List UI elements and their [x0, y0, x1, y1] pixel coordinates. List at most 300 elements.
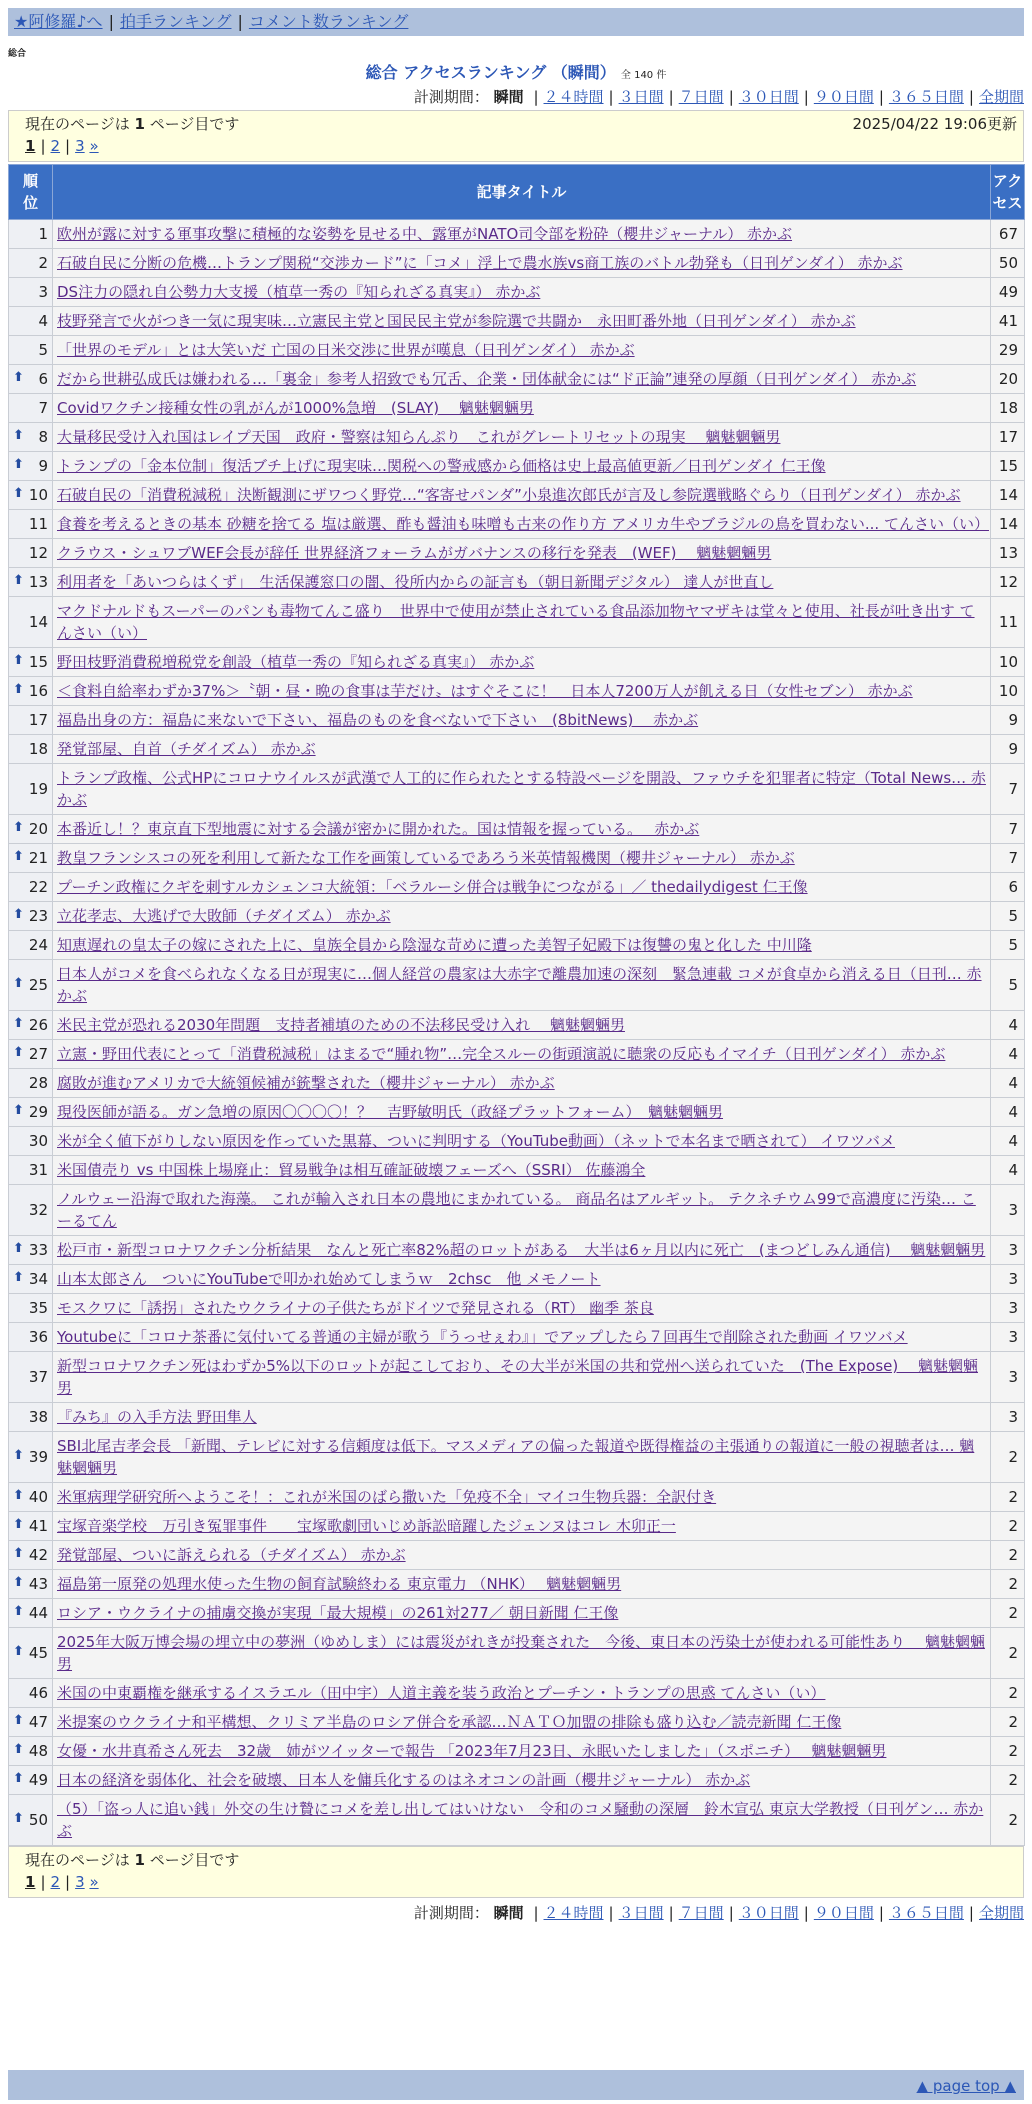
rank-cell: [9, 568, 53, 597]
table-row: [9, 1570, 1025, 1599]
article-title-link[interactable]: 発覚部屋、自首（チダイズム） 赤かぶ: [57, 740, 316, 758]
access-count: 2: [991, 1679, 1025, 1708]
period-link[interactable]: 全期間: [978, 88, 1024, 106]
article-title-link[interactable]: 『みち』の入手方法 野田隼人: [57, 1408, 257, 1426]
title-cell: [53, 1432, 991, 1483]
article-title-link[interactable]: Youtubeに「コロナ茶番に気付いてる普通の主婦が歌う『うっせぇわ』」でアップしたら７回再生で削除された動画 イワツバメ: [57, 1328, 908, 1346]
rank-cell: [9, 1628, 53, 1679]
page-number-link[interactable]: 3: [75, 1873, 85, 1891]
access-count: 67: [991, 220, 1025, 249]
article-title-link[interactable]: 立憲・野田代表にとって「消費税減税」はまるで“腫れ物”…完全スルーの街頭演説に聴衆の反応もイマイチ（日刊ゲンダイ） 赤かぶ: [57, 1045, 946, 1063]
article-title-link[interactable]: ロシア・ウクライナの捕虜交換が実現「最大規模」の261対277／ 朝日新聞 仁王像: [57, 1604, 619, 1622]
period-separator: |: [728, 1904, 734, 1922]
rank-number: 23: [28, 907, 48, 925]
title-cell: [53, 1795, 991, 1846]
table-row: [9, 706, 1025, 735]
access-count: 7: [991, 764, 1025, 815]
header-rank: [9, 165, 53, 220]
access-count: 3: [991, 1236, 1025, 1265]
rank-up-arrow-icon: ⬆: [13, 485, 24, 501]
period-separator: |: [728, 88, 734, 106]
period-separator: |: [803, 1904, 809, 1922]
rank-number: 17: [28, 711, 48, 729]
period-link[interactable]: 全期間: [978, 1904, 1024, 1922]
access-count: 5: [991, 960, 1025, 1011]
title-cell: [53, 931, 991, 960]
rank-cell: [9, 1483, 53, 1512]
page-separator: |: [40, 1873, 46, 1891]
period-links: [528, 88, 1024, 106]
table-row: [9, 394, 1025, 423]
period-separator: |: [803, 88, 809, 106]
rank-cell: [9, 1795, 53, 1846]
period-link[interactable]: ７日間: [678, 88, 724, 106]
access-count: 9: [991, 735, 1025, 764]
rank-cell: [9, 677, 53, 706]
title-cell: [53, 902, 991, 931]
article-title-link[interactable]: Covidワクチン接種女性の乳がんが1000%急増 (SLAY) 魑魅魍魎男: [57, 399, 534, 417]
page-top-link[interactable]: ▲ page top ▲: [916, 2077, 1016, 2095]
rank-cell: [9, 452, 53, 481]
access-count: 2: [991, 1766, 1025, 1795]
footer-bar: [8, 2070, 1024, 2100]
page-number-link[interactable]: 2: [50, 1873, 61, 1891]
article-title-link[interactable]: 福島出身の方：福島に来ないで下さい、福島のものを食べないで下さい (8bitNews) 赤かぶ: [57, 711, 699, 729]
table-row: [9, 1403, 1025, 1432]
rank-up-arrow-icon: ⬆: [13, 906, 24, 922]
period-selector-bottom: [414, 1902, 1024, 1923]
table-row: [9, 648, 1025, 677]
article-title-link[interactable]: 大量移民受け入れ国はレイプ天国 政府・警察は知らんぷり これがグレートリセットの現実 魑魅魍魎男: [57, 428, 781, 446]
pagination: [25, 1871, 1007, 1893]
rank-number: 26: [28, 1016, 48, 1034]
period-separator: |: [608, 88, 614, 106]
access-count: 2: [991, 1628, 1025, 1679]
period-label: 計測期間：: [413, 88, 489, 106]
access-count: 2: [991, 1483, 1025, 1512]
article-title-link[interactable]: 石破自民に分断の危機…トランプ関税“交渉カード”に「コメ」浮上で農水族vs商工族のバトル勃発も（日刊ゲンダイ） 赤かぶ: [57, 254, 903, 272]
rank-cell: [9, 597, 53, 648]
period-separator: |: [968, 88, 974, 106]
title-cell: [53, 452, 991, 481]
title-cell: [53, 1737, 991, 1766]
access-count: 2: [991, 1570, 1025, 1599]
table-row: [9, 1069, 1025, 1098]
header-title: 記事タイトル: [53, 165, 991, 220]
rank-cell: [9, 1541, 53, 1570]
table-row: [9, 960, 1025, 1011]
rank-cell: [9, 1570, 53, 1599]
rank-cell: [9, 1294, 53, 1323]
rank-number: 49: [28, 1771, 48, 1789]
rank-up-arrow-icon: ⬆: [13, 1487, 24, 1503]
rank-cell: [9, 1265, 53, 1294]
period-link[interactable]: ３６５日間: [888, 1904, 964, 1922]
access-count: 7: [991, 815, 1025, 844]
rank-up-arrow-icon: ⬆: [13, 1603, 24, 1619]
rank-up-arrow-icon: ⬆: [13, 427, 24, 443]
article-title-link[interactable]: （5）「盗っ人に追い銭」外交の生け贄にコメを差し出してはいけない 令和のコメ騒動の深層 鈴木宣弘 東京大学教授（日刊ゲン… 赤かぶ: [57, 1800, 984, 1840]
article-title-link[interactable]: 欧州が露に対する軍事攻撃に積極的な姿勢を見せる中、露軍がNATO司令部を粉砕（櫻井ジャーナル） 赤かぶ: [57, 225, 793, 243]
rank-cell: [9, 1040, 53, 1069]
next-page-link[interactable]: »: [89, 137, 99, 155]
article-title-link[interactable]: 日本の経済を弱体化、社会を破壊、日本人を傭兵化するのはネオコンの計画（櫻井ジャーナル） 赤かぶ: [57, 1771, 751, 1789]
article-title-link[interactable]: 2025年大阪万博会場の埋立中の夢洲（ゆめしま）には震災がれきが投棄された 今後、東日本の汚染土が使われる可能性あり 魑魅魍魎男: [57, 1633, 985, 1673]
comment-ranking-link[interactable]: コメント数ランキング: [248, 12, 409, 31]
rank-cell: [9, 764, 53, 815]
table-row: [9, 1432, 1025, 1483]
access-count: 14: [991, 510, 1025, 539]
table-row: [9, 1708, 1025, 1737]
article-title-link[interactable]: 食養を考えるときの基本 砂糖を捨てる 塩は厳選、酢も醤油も味噌も古来の作り方 アメリカ牛やブラジルの鳥を買わない... てんさい（い）: [57, 515, 989, 533]
title-cell: [53, 873, 991, 902]
access-count: 3: [991, 1185, 1025, 1236]
table-row: [9, 481, 1025, 510]
page-separator: |: [65, 137, 71, 155]
article-title-link[interactable]: 山本太郎さん ついにYouTubeで叩かれ始めてしまうｗ 2chsc 他 メモノート: [57, 1270, 601, 1288]
applause-ranking-link[interactable]: 拍手ランキング: [119, 12, 232, 31]
title-cell: [53, 764, 991, 815]
article-title-link[interactable]: 知恵遅れの皇太子の嫁にされた上に、皇族全員から陰湿な苛めに遭った美智子妃殿下は復讐の鬼と化した 中川隆: [57, 936, 812, 954]
period-label: 計測期間：: [413, 1904, 489, 1922]
paging-box-top: [8, 110, 1024, 162]
title-cell: [53, 1098, 991, 1127]
title-cell: [53, 1628, 991, 1679]
rank-number: 36: [28, 1328, 48, 1346]
table-row: [9, 1679, 1025, 1708]
period-current: 瞬間: [493, 1904, 524, 1922]
article-title-link[interactable]: プーチン政権にクギを刺すルカシェンコ大統領：「ベラルーシ併合は戦争につながる」／ thedailydigest 仁王像: [57, 878, 808, 896]
rank-up-arrow-icon: ⬆: [13, 1741, 24, 1757]
table-row: [9, 1737, 1025, 1766]
period-link[interactable]: ３０日間: [738, 1904, 799, 1922]
rank-number: 12: [28, 544, 48, 562]
rank-up-arrow-icon: ⬆: [13, 1712, 24, 1728]
rank-number: 46: [28, 1684, 48, 1702]
rank-number: 30: [28, 1132, 48, 1150]
title-cell: [53, 1403, 991, 1432]
article-title-link[interactable]: 米が全く値下がりしない原因を作っていた黒幕、ついに判明する（YouTube動画）（ネットで本名まで晒されて） イワツバメ: [57, 1132, 895, 1150]
rank-up-arrow-icon: ⬆: [13, 1574, 24, 1590]
period-link[interactable]: ９０日間: [813, 88, 874, 106]
title-cell: [53, 1265, 991, 1294]
period-selector-top: [414, 86, 1024, 107]
total-count: 全 140 件: [620, 70, 667, 81]
rank-number: 1: [38, 225, 48, 243]
rank-cell: [9, 648, 53, 677]
access-count: 7: [991, 844, 1025, 873]
article-title-link[interactable]: 現役医師が語る。ガン急増の原因〇〇〇〇！？ 吉野敏明氏（政経プラットフォーム） 魑魅魍魎男: [57, 1103, 724, 1121]
article-title-link[interactable]: 立花孝志、大逃げで大敗師（チダイズム） 赤かぶ: [57, 907, 391, 925]
table-row: [9, 764, 1025, 815]
period-link[interactable]: ２４時間: [543, 1904, 604, 1922]
period-link[interactable]: ３日間: [618, 1904, 664, 1922]
access-count: 4: [991, 1156, 1025, 1185]
updated-timestamp: 2025/04/22 19:06更新: [852, 115, 1017, 133]
current-page-text: 現在のページは 1 ページ目です: [25, 1851, 240, 1869]
table-row: [9, 597, 1025, 648]
article-title-link[interactable]: 米提案のウクライナ和平構想、クリミア半島のロシア併合を承認…ＮＡＴＯ加盟の排除も盛り込む／読売新聞 仁王像: [57, 1713, 842, 1731]
rank-number: 47: [28, 1713, 48, 1731]
access-count: 9: [991, 706, 1025, 735]
table-row: [9, 539, 1025, 568]
rank-number: 11: [28, 515, 48, 533]
rank-up-arrow-icon: ⬆: [13, 1015, 24, 1031]
access-count: 4: [991, 1011, 1025, 1040]
article-title-link[interactable]: 米国債売り vs 中国株上場廃止：貿易戦争は相互確証破壊フェーズへ（SSRI） 佐藤鴻全: [57, 1161, 646, 1179]
table-row: [9, 1599, 1025, 1628]
period-link[interactable]: ３６５日間: [888, 88, 964, 106]
rank-cell: [9, 706, 53, 735]
table-row: [9, 220, 1025, 249]
title-cell: [53, 1679, 991, 1708]
rank-up-arrow-icon: ⬆: [13, 1545, 24, 1561]
title-cell: [53, 1294, 991, 1323]
page-number-current: 1: [25, 137, 36, 155]
rank-number: 28: [28, 1074, 48, 1092]
table-row: [9, 1323, 1025, 1352]
access-count: 5: [991, 931, 1025, 960]
article-title-link[interactable]: ＜食料自給率わずか37%＞〝朝・昼・晩の食事は芋だけ〟はすぐそこに！ 日本人7200万人が飢える日（女性セブン） 赤かぶ: [57, 682, 913, 700]
table-row: [9, 568, 1025, 597]
rank-up-arrow-icon: ⬆: [13, 681, 24, 697]
access-count: 2: [991, 1512, 1025, 1541]
rank-cell: [9, 481, 53, 510]
rank-number: 5: [38, 341, 48, 359]
period-link[interactable]: ３０日間: [738, 88, 799, 106]
article-title-link[interactable]: クラウス・シュワブWEF会長が辞任 世界経済フォーラムがガバナンスの移行を発表 (WEF) 魑魅魍魎男: [57, 544, 772, 562]
page-number-link[interactable]: 2: [50, 137, 61, 155]
access-count: 2: [991, 1541, 1025, 1570]
access-count: 11: [991, 597, 1025, 648]
table-row: [9, 1541, 1025, 1570]
title-cell: [53, 960, 991, 1011]
current-page-text: 現在のページは 1 ページ目です: [25, 115, 240, 133]
title-cell: [53, 539, 991, 568]
rank-cell: [9, 1127, 53, 1156]
rank-up-arrow-icon: ⬆: [13, 1810, 24, 1826]
period-separator: |: [878, 1904, 884, 1922]
rank-number: 44: [28, 1604, 48, 1622]
article-title-link[interactable]: 米軍病理学研究所へようこそ！：これが米国のばら撒いた「免疫不全」マイコ生物兵器：全訳付き: [57, 1488, 717, 1506]
rank-up-arrow-icon: ⬆: [13, 456, 24, 472]
table-row: [9, 735, 1025, 764]
article-title-link[interactable]: 腐敗が進むアメリカで大統領候補が銃撃された（櫻井ジャーナル） 赤かぶ: [57, 1074, 555, 1092]
access-count: 17: [991, 423, 1025, 452]
rank-cell: [9, 249, 53, 278]
rank-cell: [9, 1352, 53, 1403]
title-cell: [53, 1599, 991, 1628]
article-title-link[interactable]: 松戸市・新型コロナワクチン分析結果 なんと死亡率82%超のロットがある 大半は6ヶ月以内に死亡 (まつどしみん通信) 魑魅魍魎男: [57, 1241, 986, 1259]
rank-number: 39: [28, 1448, 48, 1466]
title-cell: [53, 510, 991, 539]
rank-number: 32: [28, 1201, 48, 1219]
article-title-link[interactable]: 教皇フランシスコの死を利用して新たな工作を画策しているであろう米英情報機関（櫻井ジャーナル） 赤かぶ: [57, 849, 795, 867]
period-separator: |: [608, 1904, 614, 1922]
small-title: 総合: [8, 49, 27, 59]
table-row: [9, 365, 1025, 394]
rank-cell: [9, 423, 53, 452]
article-title-link[interactable]: 日本人がコメを食べられなくなる日が現実に…個人経営の農家は大赤字で離農加速の深刻 緊急連載 コメが食卓から消える日（日刊… 赤かぶ: [57, 965, 982, 1005]
access-count: 15: [991, 452, 1025, 481]
table-row: [9, 931, 1025, 960]
title-cell: [53, 1323, 991, 1352]
rank-cell: [9, 336, 53, 365]
article-title-link[interactable]: 福島第一原発の処理水使った生物の飼育試験終わる 東京電力 （NHK） 魑魅魍魎男: [57, 1575, 622, 1593]
period-link[interactable]: ９０日間: [813, 1904, 874, 1922]
access-count: 2: [991, 1708, 1025, 1737]
rank-up-arrow-icon: ⬆: [13, 1044, 24, 1060]
rank-number: 19: [28, 780, 48, 798]
rank-number: 22: [28, 878, 48, 896]
rank-cell: [9, 394, 53, 423]
rank-number: 45: [28, 1644, 48, 1662]
rank-cell: [9, 1185, 53, 1236]
access-count: 4: [991, 1127, 1025, 1156]
header-access-text: アクセス: [992, 172, 1023, 212]
article-title-link[interactable]: 利用者を「あいつらはくず」 生活保護窓口の闇、役所内からの証言も（朝日新聞デジタル） 達人が世直し: [57, 573, 774, 591]
rank-cell: [9, 873, 53, 902]
access-count: 2: [991, 1599, 1025, 1628]
article-title-link[interactable]: 女優・水井真希さん死去 32歳 姉がツイッターで報告 「2023年7月23日、永眠いたしました」（スポニチ） 魑魅魍魎男: [57, 1742, 887, 1760]
rank-number: 2: [38, 254, 48, 272]
rank-up-arrow-icon: ⬆: [13, 1102, 24, 1118]
rank-number: 13: [28, 573, 48, 591]
page-number-link[interactable]: 3: [75, 137, 85, 155]
table-row: [9, 336, 1025, 365]
rank-up-arrow-icon: ⬆: [13, 1240, 24, 1256]
access-count: 3: [991, 1265, 1025, 1294]
table-row: [9, 1185, 1025, 1236]
access-count: 10: [991, 648, 1025, 677]
article-title-link[interactable]: DS注力の隠れ自公勢力大支援（植草一秀の『知られざる真実』） 赤かぶ: [57, 283, 541, 301]
article-title-link[interactable]: 米国の中東覇権を継承するイスラエル（田中宇）人道主義を装う政治とプーチン・トランプの思惑 てんさい（い）: [57, 1684, 826, 1702]
rank-cell: [9, 539, 53, 568]
period-link[interactable]: ２４時間: [543, 88, 604, 106]
rank-cell: [9, 1403, 53, 1432]
table-row: [9, 1795, 1025, 1846]
rank-cell: [9, 1599, 53, 1628]
rank-number: 15: [28, 653, 48, 671]
article-title-link[interactable]: 「世界のモデル」とは大笑いだ 亡国の日米交渉に世界が嘆息（日刊ゲンダイ） 赤かぶ: [57, 341, 635, 359]
access-count: 3: [991, 1323, 1025, 1352]
title-cell: [53, 844, 991, 873]
access-count: 12: [991, 568, 1025, 597]
article-title-link[interactable]: 本番近し！？東京直下型地震に対する会議が密かに開かれた。国は情報を握っている。 赤かぶ: [57, 820, 700, 838]
rank-number: 6: [38, 370, 48, 388]
period-links: [528, 1904, 1024, 1922]
rank-up-arrow-icon: ⬆: [13, 1447, 24, 1463]
period-separator: |: [878, 88, 884, 106]
article-title-link[interactable]: だから世耕弘成氏は嫌われる…「裏金」参考人招致でも冗舌、企業・団体献金には“ド正論”連発の厚顔（日刊ゲンダイ） 赤かぶ: [57, 370, 917, 388]
table-row: [9, 423, 1025, 452]
rank-number: 14: [28, 613, 48, 631]
access-count: 14: [991, 481, 1025, 510]
title-cell: [53, 365, 991, 394]
title-cell: [53, 706, 991, 735]
title-cell: [53, 1512, 991, 1541]
table-row: [9, 1265, 1025, 1294]
article-title-link[interactable]: トランプ政権、公式HPにコロナウイルスが武漢で人工的に作られたとする特設ページを開設、ファウチを犯罪者に特定（Total News… 赤かぶ: [57, 769, 986, 809]
title-cell: [53, 481, 991, 510]
rank-cell: [9, 844, 53, 873]
article-title-link[interactable]: モスクワに「誘拐」されたウクライナの子供たちがドイツで発見される（RT） 幽季 茶良: [57, 1299, 654, 1317]
table-row: [9, 1098, 1025, 1127]
table-row: [9, 510, 1025, 539]
title-cell: [53, 249, 991, 278]
title-cell: [53, 423, 991, 452]
rank-number: 18: [28, 740, 48, 758]
access-count: 3: [991, 1352, 1025, 1403]
rank-cell: [9, 1069, 53, 1098]
nav-separator: |: [108, 12, 114, 31]
rank-up-arrow-icon: ⬆: [13, 572, 24, 588]
article-title-link[interactable]: 枝野発言で火がつき一気に現実味…立憲民主党と国民民主党が参院選で共闘か 永田町番外地（日刊ゲンダイ） 赤かぶ: [57, 312, 856, 330]
period-link[interactable]: ７日間: [678, 1904, 724, 1922]
rank-number: 33: [28, 1241, 48, 1259]
access-count: 2: [991, 1737, 1025, 1766]
article-title-link[interactable]: 発覚部屋、ついに訴えられる（チダイズム） 赤かぶ: [57, 1546, 406, 1564]
title-cell: [53, 1352, 991, 1403]
table-row: [9, 1011, 1025, 1040]
rank-number: 4: [38, 312, 48, 330]
table-row: [9, 249, 1025, 278]
rank-number: 43: [28, 1575, 48, 1593]
rank-number: 16: [28, 682, 48, 700]
article-title-link[interactable]: トランプの「金本位制」復活ブチ上げに現実味…関税への警戒感から価格は史上最高値更新／日刊ゲンダイ 仁王像: [57, 457, 826, 475]
article-title-link[interactable]: 野田枝野消費税増税党を創設（植草一秀の『知られざる真実』） 赤かぶ: [57, 653, 535, 671]
rank-cell: [9, 220, 53, 249]
access-count: 13: [991, 539, 1025, 568]
rank-up-arrow-icon: ⬆: [13, 1770, 24, 1786]
period-separator: |: [533, 88, 539, 106]
home-link[interactable]: ★阿修羅♪へ: [14, 12, 103, 31]
ranking-table: [8, 164, 1025, 1846]
access-count: 18: [991, 394, 1025, 423]
period-link[interactable]: ３日間: [618, 88, 664, 106]
rank-cell: [9, 307, 53, 336]
rank-cell: [9, 1679, 53, 1708]
rank-number: 50: [28, 1811, 48, 1829]
paging-box-bottom: [8, 1846, 1024, 1898]
rank-number: 34: [28, 1270, 48, 1288]
table-row: [9, 873, 1025, 902]
article-title-link[interactable]: ノルウェー沿海で取れた海藻。 これが輸入され日本の農地にまかれている。 商品名はアルギット。 テクネチウム99で高濃度に汚染… こーるてん: [57, 1190, 976, 1230]
table-row: [9, 677, 1025, 706]
article-title-link[interactable]: 米民主党が恐れる2030年問題 支持者補填のための不法移民受け入れ 魑魅魍魎男: [57, 1016, 625, 1034]
article-title-link[interactable]: 石破自民の「消費税減税」決断観測にザワつく野党…“客寄せパンダ”小泉進次郎氏が言及し参院選戦略ぐらり（日刊ゲンダイ） 赤かぶ: [57, 486, 961, 504]
pagination: [25, 135, 1007, 157]
top-nav-bar: [8, 8, 1024, 36]
page-title: 総合 アクセスランキング （瞬間）: [365, 63, 616, 82]
rank-number: 8: [38, 428, 48, 446]
rank-cell: [9, 1737, 53, 1766]
rank-number: 10: [28, 486, 48, 504]
rank-cell: [9, 365, 53, 394]
rank-cell: [9, 1512, 53, 1541]
title-cell: [53, 597, 991, 648]
next-page-link[interactable]: »: [89, 1873, 99, 1891]
page-separator: |: [65, 1873, 71, 1891]
article-title-link[interactable]: 新型コロナワクチン死はわずか5%以下のロットが起こしており、その大半が米国の共和党州へ送られていた (The Expose) 魑魅魍魎男: [57, 1357, 978, 1397]
article-title-link[interactable]: SBI北尾吉孝会長 「新聞、テレビに対する信頼度は低下。マスメディアの偏った報道や既得権益の主張通りの報道に一般の視聴者は… 魑魅魍魎男: [57, 1437, 975, 1477]
rank-number: 40: [28, 1488, 48, 1506]
period-separator: |: [533, 1904, 539, 1922]
article-title-link[interactable]: マクドナルドもスーパーのパンも毒物てんこ盛り 世界中で使用が禁止されている食品添加物ヤマザキは堂々と使用、社長が吐き出す てんさい（い）: [57, 602, 975, 642]
article-title-link[interactable]: 宝塚音楽学校 万引き冤罪事件 宝塚歌劇団いじめ訴訟暗躍したジェンヌはコレ 木卯正一: [57, 1517, 676, 1535]
rank-number: 37: [28, 1368, 48, 1386]
rank-number: 29: [28, 1103, 48, 1121]
